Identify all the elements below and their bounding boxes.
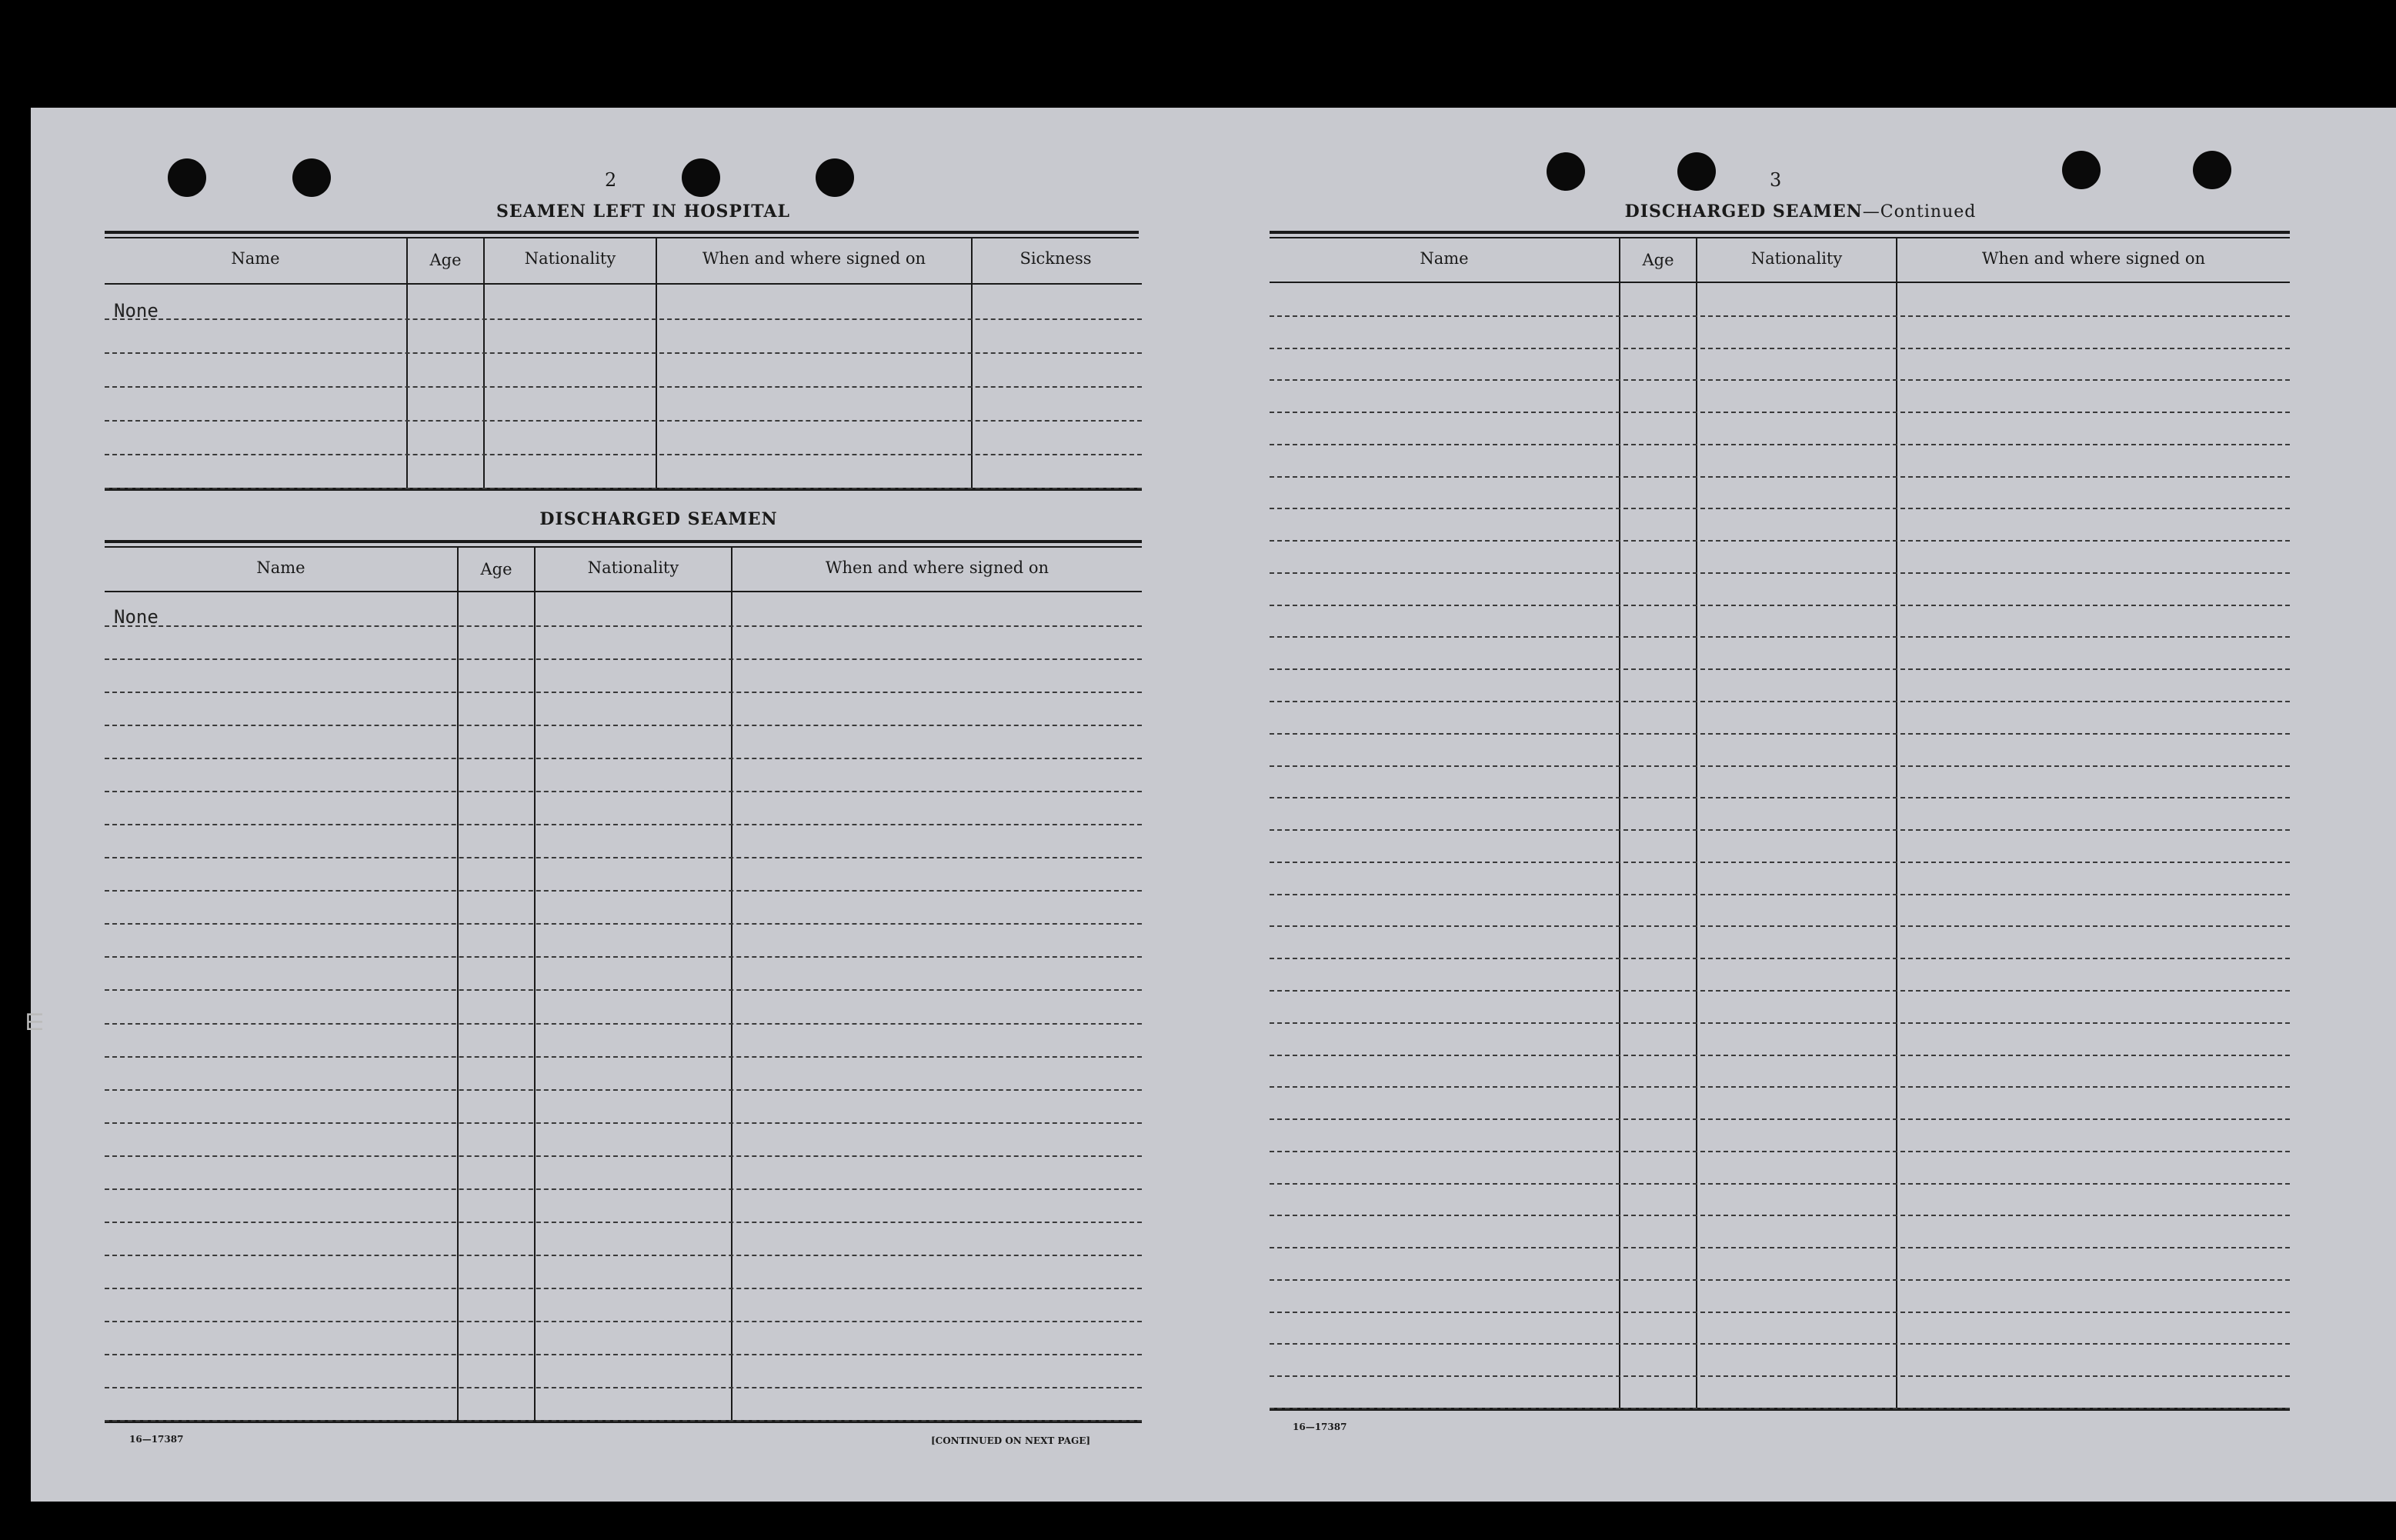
discharged-col-signed-on: When and where signed on: [825, 558, 1050, 577]
hospital-col-sickness: Sickness: [1019, 249, 1092, 268]
discharged-row-line: [105, 923, 1142, 925]
right-row-line: [1270, 1279, 2290, 1281]
discharged-row-line: [105, 758, 1142, 759]
discharged-continued-title: [1600, 202, 2001, 222]
discharged-row-line: [105, 1188, 1142, 1190]
right-row-line: [1270, 1312, 2290, 1313]
discharged-continued-title-suffix: —Continued: [1862, 202, 1977, 222]
right-col-nationality: Nationality: [1750, 249, 1843, 268]
hospital-section-title: SEAMEN LEFT IN HOSPITAL: [496, 202, 790, 222]
discharged-row-line: [105, 1354, 1142, 1355]
right-row-line: [1270, 572, 2290, 574]
punch-hole: [682, 158, 720, 197]
hospital-header-rule: [105, 283, 1142, 285]
hospital-col-name: Name: [231, 249, 280, 268]
hospital-col-divider: [406, 238, 408, 488]
hospital-row-line: [105, 352, 1142, 354]
right-row-line: [1270, 990, 2290, 992]
right-row-line: [1270, 348, 2290, 349]
discharged-row-line: [105, 791, 1142, 792]
right-col-name: Name: [1420, 249, 1469, 268]
right-row-line: [1270, 797, 2290, 798]
right-row-line: [1270, 1183, 2290, 1185]
right-col-signed-on: When and where signed on: [1981, 249, 2206, 268]
right-col-divider: [1619, 238, 1620, 1408]
right-header-rule: [1270, 282, 2290, 283]
right-row-line: [1270, 1215, 2290, 1216]
right-row-line: [1270, 829, 2290, 831]
punch-hole: [2062, 151, 2101, 189]
right-row-line: [1270, 1022, 2290, 1024]
discharged-entry-name: None: [114, 606, 159, 628]
right-row-line: [1270, 1375, 2290, 1377]
punch-hole: [168, 158, 206, 197]
discharged-row-line: [105, 1321, 1142, 1322]
right-row-line: [1270, 1118, 2290, 1120]
right-row-line: [1270, 444, 2290, 445]
right-table-top-rule-2: [1270, 237, 2290, 238]
right-row-line: [1270, 1086, 2290, 1088]
discharged-row-line: [105, 890, 1142, 892]
hospital-table-top-rule: [105, 231, 1139, 234]
discharged-continued-title-main: DISCHARGED SEAMEN: [1624, 202, 1863, 222]
discharged-row-line: [105, 658, 1142, 660]
discharged-col-age: Age: [480, 560, 512, 578]
discharged-row-line: [105, 989, 1142, 991]
right-row-line: [1270, 412, 2290, 413]
hospital-row-line: [105, 488, 1142, 489]
right-row-line: [1270, 508, 2290, 509]
discharged-row-line: [105, 1122, 1142, 1124]
form-number: 16—17387: [129, 1434, 184, 1445]
right-row-line: [1270, 733, 2290, 735]
right-col-divider: [1696, 238, 1697, 1408]
punch-hole: [816, 158, 854, 197]
discharged-row-line: [105, 1387, 1142, 1388]
right-table-top-rule: [1270, 231, 2290, 234]
hospital-row-line: [105, 386, 1142, 388]
discharged-col-name: Name: [256, 558, 305, 577]
hospital-row-line: [105, 318, 1142, 320]
right-row-line: [1270, 315, 2290, 317]
hospital-col-divider: [483, 238, 485, 488]
discharged-row-line: [105, 1288, 1142, 1289]
right-row-line: [1270, 925, 2290, 927]
hospital-table-top-rule-2: [105, 237, 1139, 238]
discharged-row-line: [105, 956, 1142, 958]
right-row-line: [1270, 765, 2290, 767]
punch-hole: [292, 158, 331, 197]
discharged-row-line: [105, 1056, 1142, 1058]
discharged-header-rule: [105, 591, 1142, 592]
discharged-row-line: [105, 692, 1142, 693]
page-number: 3: [1770, 169, 1782, 191]
continued-note: [CONTINUED ON NEXT PAGE]: [931, 1435, 1091, 1446]
document-sheet: [25, 108, 2396, 1502]
discharged-row-line: [105, 824, 1142, 825]
discharged-table-top-rule-2: [105, 546, 1142, 548]
page-number: 2: [605, 169, 617, 191]
right-row-line: [1270, 540, 2290, 542]
discharged-row-line: [105, 1255, 1142, 1256]
discharged-row-line: [105, 1155, 1142, 1157]
right-row-line: [1270, 701, 2290, 702]
discharged-section-title: DISCHARGED SEAMEN: [539, 509, 778, 529]
discharged-row-line: [105, 1222, 1142, 1223]
hospital-row-line: [105, 420, 1142, 422]
discharged-row-line: [105, 625, 1142, 627]
discharged-row-line: [105, 1420, 1142, 1422]
form-number: 16—17387: [1293, 1422, 1347, 1432]
discharged-col-nationality: Nationality: [587, 558, 679, 577]
right-row-line: [1270, 1408, 2290, 1409]
right-row-line: [1270, 1343, 2290, 1345]
discharged-row-line: [105, 725, 1142, 726]
punch-hole: [1677, 152, 1716, 191]
hospital-col-signed-on: When and where signed on: [702, 249, 926, 268]
right-row-line: [1270, 958, 2290, 959]
right-row-line: [1270, 605, 2290, 606]
discharged-row-line: [105, 1089, 1142, 1091]
punch-hole: [2193, 151, 2231, 189]
right-row-line: [1270, 636, 2290, 638]
right-col-age: Age: [1642, 251, 1674, 269]
right-row-line: [1270, 668, 2290, 670]
right-row-line: [1270, 1055, 2290, 1056]
punch-hole: [1547, 152, 1585, 191]
margin-mark: ⋿: [25, 1009, 45, 1036]
hospital-entry-name: None: [114, 300, 159, 322]
right-row-line: [1270, 1247, 2290, 1248]
hospital-row-line: [105, 454, 1142, 455]
hospital-col-nationality: Nationality: [524, 249, 616, 268]
right-row-line: [1270, 379, 2290, 381]
discharged-row-line: [105, 857, 1142, 858]
right-row-line: [1270, 894, 2290, 895]
right-row-line: [1270, 862, 2290, 863]
right-row-line: [1270, 1151, 2290, 1152]
hospital-col-divider: [971, 238, 973, 488]
right-col-divider: [1896, 238, 1897, 1408]
hospital-col-divider: [656, 238, 657, 488]
discharged-row-line: [105, 1023, 1142, 1025]
right-row-line: [1270, 476, 2290, 478]
discharged-table-top-rule: [105, 540, 1142, 543]
hospital-col-age: Age: [429, 251, 462, 269]
